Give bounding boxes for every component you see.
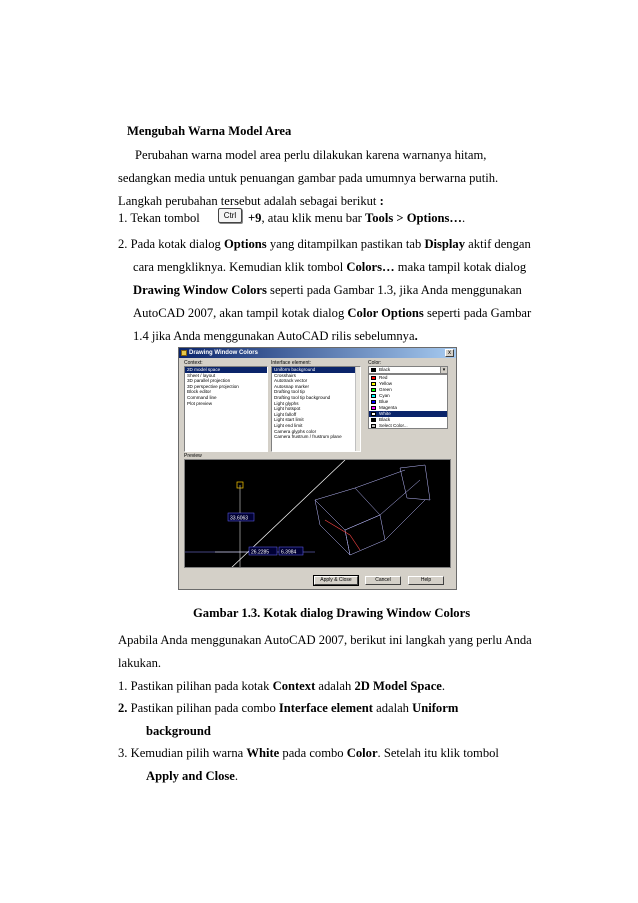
color-dropdown-list[interactable] [368,374,448,429]
list-item[interactable]: Light glyphs [274,400,299,406]
preview-label: Preview [184,453,202,459]
color-swatch-icon [371,368,376,372]
list-item[interactable]: Light start limit [274,417,304,423]
chevron-down-icon[interactable]: ▾ [440,367,447,373]
step-1-line: 1. Tekan tombol [118,211,200,225]
list-item[interactable]: Sheet / layout [187,372,216,378]
context-label: Context: [184,360,203,366]
list-item[interactable]: Plot preview [187,400,213,406]
color-name: Select Color... [379,423,408,428]
apply-close-button[interactable]: Apply & Close [314,576,358,585]
color-name: Green [379,387,392,392]
list-item: 1. Pastikan pilihan pada kotak Context adalah 2D Model Space. [118,679,446,693]
dimension-label: 6.3984 [281,549,297,556]
color-selected-value: Black [379,367,391,372]
color-name: Red [379,375,388,380]
list-item[interactable]: Drafting tool tip [274,389,305,395]
preview-drawing [185,460,451,568]
color-name: White [379,411,391,416]
list-item-cont: background [146,724,211,738]
paragraph-line: lakukan. [118,656,162,670]
step-1-line-cont: +9, atau klik menu bar Tools > Options…. [248,211,466,225]
color-name: Yellow [379,381,393,386]
list-item-cont: Apply and Close. [146,769,239,783]
app-icon [181,350,187,356]
interface-element-label: Interface element: [271,360,312,366]
color-swatch-icon [371,376,376,380]
context-listbox[interactable] [184,366,268,452]
color-swatch-icon [371,406,376,410]
figure-caption: Gambar 1.3. Kotak dialog Drawing Window Colors [193,606,471,620]
list-item[interactable]: Crosshairs [274,372,296,378]
step-2-line: 1.4 jika Anda menggunakan AutoCAD rilis sebelumnya. [133,329,418,343]
drawing-window-colors-dialog [178,347,457,590]
paragraph-line: Langkah perubahan tersebut adalah sebagai berikut : [118,194,384,208]
list-item[interactable]: 3D parallel projection [187,378,231,384]
dimension-label: 26.2285 [251,549,270,556]
step-2-line: cara mengkliknya. Kemudian klik tombol Colors… maka tampil kotak dialog [133,260,527,274]
color-name: Blue [379,399,389,404]
step-2-line: 2. Pada kotak dialog Options yang ditampilkan pastikan tab Display aktif dengan [118,237,531,251]
color-swatch-icon [371,388,376,392]
list-item[interactable]: Uniform background [272,367,360,373]
preview-area [184,459,451,568]
color-name: Black [379,417,391,422]
list-item[interactable]: Light falloff [274,411,297,417]
color-swatch-icon [371,400,376,404]
paragraph-line: Apabila Anda menggunakan AutoCAD 2007, berikut ini langkah yang perlu Anda [118,633,532,647]
list-item: 3. Kemudian pilih warna White pada combo Color. Setelah itu klik tombol [118,746,499,760]
dimension-label: 33.6063 [230,515,249,522]
list-item[interactable]: 3D perspective projection [187,383,239,389]
dialog-title: Drawing Window Colors [189,350,258,356]
scrollbar[interactable] [355,367,360,451]
color-swatch-icon [371,394,376,398]
step-2-line: AutoCAD 2007, akan tampil kotak dialog Color Options seperti pada Gambar [133,306,532,320]
color-name: Cyan [379,393,390,398]
list-item[interactable]: Drafting tool tip background [274,394,331,400]
help-button[interactable]: Help [408,576,444,585]
ctrl-key-icon: Ctrl [218,208,242,223]
list-item[interactable]: Light hotspot [274,406,301,412]
dialog-titlebar [179,348,456,358]
step-2-line: Drawing Window Colors seperti pada Gambar 1.3, jika Anda menggunakan [133,283,522,297]
list-item[interactable] [369,423,447,429]
cancel-button[interactable]: Cancel [365,576,401,585]
paragraph-line: sedangkan media untuk penuangan gambar pada umumnya berwarna putih. [118,171,499,185]
color-swatch-icon [371,412,376,416]
close-button[interactable]: x [445,349,454,357]
color-swatch-icon [371,418,376,422]
color-name: Magenta [379,405,397,410]
color-swatch-icon [371,424,376,428]
list-item[interactable]: Light end limit [274,422,303,428]
interface-element-listbox[interactable] [271,366,361,452]
section-heading: Mengubah Warna Model Area [127,124,292,138]
list-item[interactable]: 2D model space [185,367,267,373]
list-item[interactable]: Block editor [187,389,212,395]
list-item[interactable]: Command line [187,394,217,400]
color-swatch-icon [371,382,376,386]
list-item[interactable]: Autotrack vector [274,378,308,384]
color-combo[interactable] [368,366,448,374]
list-item[interactable]: Camera frustrum / frustrum plane [274,434,342,440]
paragraph-line: Perubahan warna model area perlu dilakukan karena warnanya hitam, [135,148,487,162]
list-item[interactable]: Camera glyphs color [274,428,317,434]
list-item[interactable]: Autosnap marker [274,383,309,389]
list-item: 2. Pastikan pilihan pada combo Interface element adalah Uniform [118,701,459,715]
color-label: Color: [368,360,382,366]
